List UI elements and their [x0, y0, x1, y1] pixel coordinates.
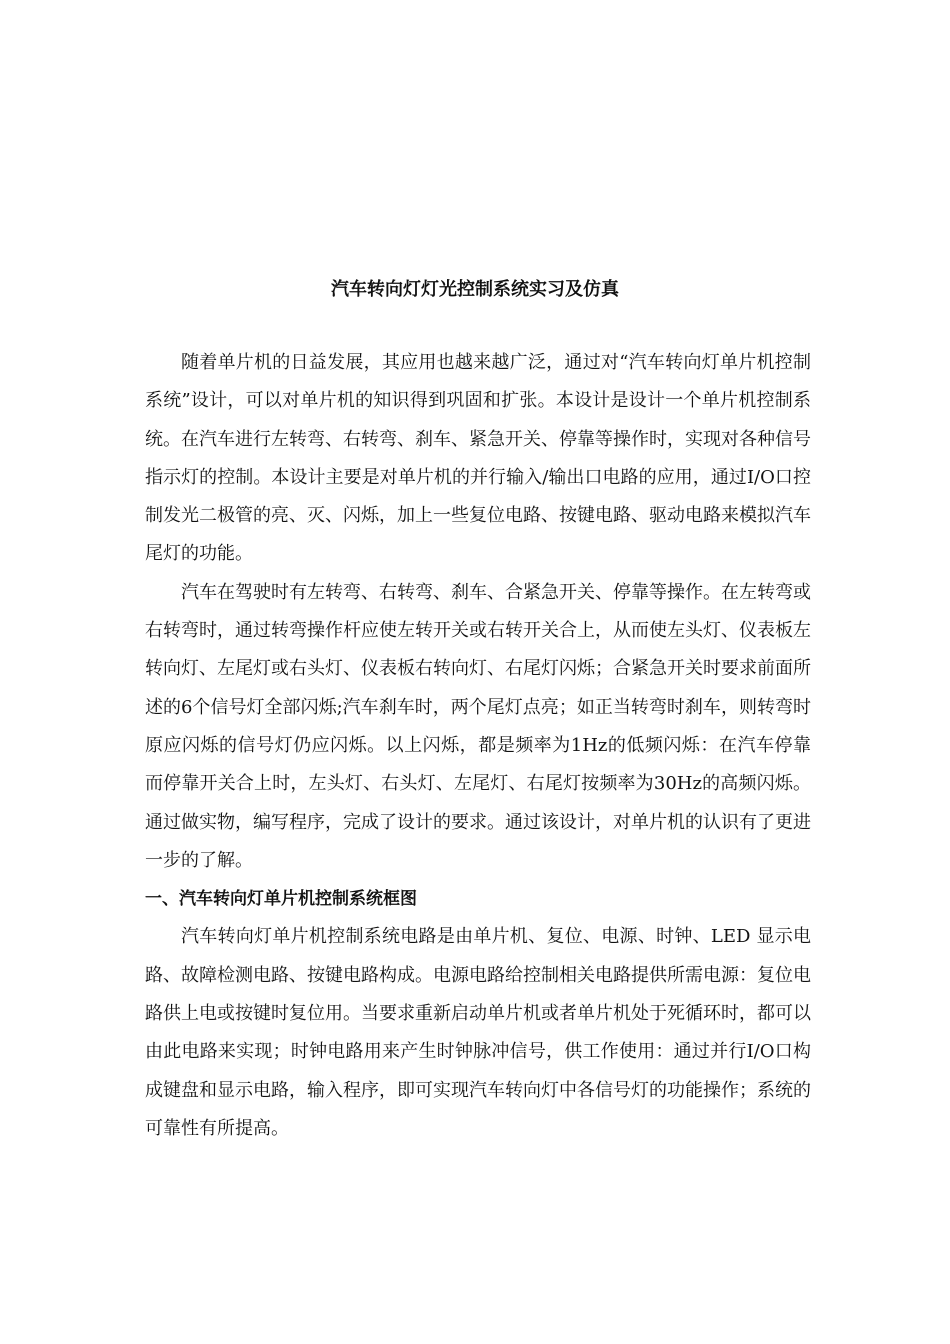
document-body [145, 344, 811, 1148]
section-heading: 一、汽车转向灯单片机控制系统框图 [145, 889, 417, 910]
operation-paragraph: 汽车在驾驶时有左转弯、右转弯、刹车、合紧急开关、停靠等操作。在左转弯或右转弯时，通过转弯操作杆应使左转开关或右转开关合上，从而使左头灯、仪表板左转向灯、左尾灯或右头灯、仪表板右转向灯、右尾灯闪烁；合紧急开关时要求前面所述的6个信号灯全部闪烁;汽车刹车时，两个尾灯点亮；如正当转弯时刹车，则转弯时原应闪烁的信号灯仍应闪烁。以上闪烁，都是频率为1Hz的低频闪烁：在汽车停靠而停靠开关合上时，左头灯、右头灯、左尾灯、右尾灯按频率为30Hz的高频闪烁。通过做实物，编写程序，完成了设计的要求。通过该设计，对单片机的认识有了更进一步的了解。 [145, 581, 811, 871]
section-paragraph: 汽车转向灯单片机控制系统电路是由单片机、复位、电源、时钟、LED 显示电路、故障检测电路、按键电路构成。电源电路给控制相关电路提供所需电源：复位电路供上电或按键时复位用。当要求重新启动单片机或者单片机处于死循环时，都可以由此电路来实现；时钟电路用来产生时钟脉冲信号，供工作使用：通过并行I/O口构成键盘和显示电路，输入程序，即可实现汽车转向灯中各信号灯的功能操作；系统的可靠性有所提高。 [145, 926, 811, 1139]
intro-paragraph: 随着单片机的日益发展，其应用也越来越广泛，通过对“汽车转向灯单片机控制系统”设计，可以对单片机的知识得到巩固和扩张。本设计是设计一个单片机控制系统。在汽车进行左转弯、右转弯、刹车、紧急开关、停靠等操作时，实现对各种信号指示灯的控制。本设计主要是对单片机的并行输入/输出口电路的应用，通过I/O口控制发光二极管的亮、灭、闪烁，加上一些复位电路、按键电路、驱动电路来模拟汽车尾灯的功能。 [145, 352, 811, 565]
document-title: 汽车转向灯灯光控制系统实习及仿真 [331, 279, 619, 300]
